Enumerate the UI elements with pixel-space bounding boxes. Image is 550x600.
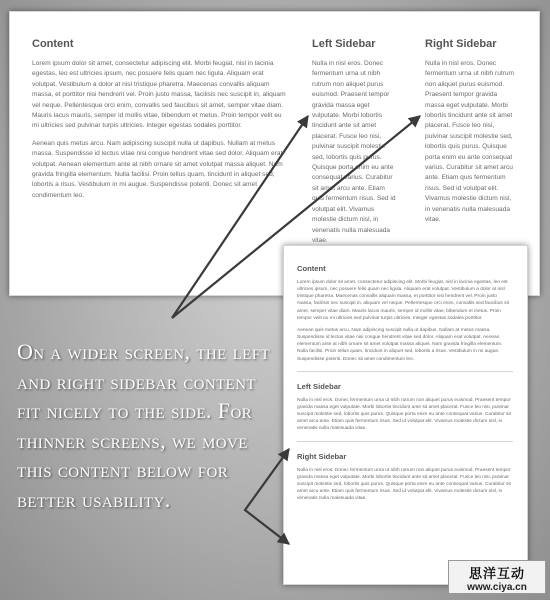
- watermark-logo: [448, 560, 546, 594]
- narrow-content-paragraph-2: Aenean quis metus arcu. Nam adipiscing suscipit nulla ut dapibus. Nullam at metus massa. Suspendisse id lectus vitae nisi congue hendrerit vitae sed dolor. Aliquam erat volutpat. Aenean elementum ante at nibh ornare sit amet volutpat massa aliquet. Nam gravida fringilla elementum. Nulla facilisi. Proin tellus quam, tincidunt in aliquet sed, lobortis a risus. Vestibulum in mi augue. Suspendisse potenti. Donec sit amet condimentum leo.: [297, 327, 503, 362]
- arrow-to-wide-left-sidebar: [172, 116, 420, 318]
- narrow-left-sidebar-title: Left Sidebar: [297, 381, 341, 391]
- wide-content-paragraph-1: Lorem ipsum dolor sit amet, consectetur adipiscing elit. Morbi feugiat, nisl in lacinia egestas, leo est ultricies ipsum, nec posuere felis quam nec ligula. Aliquam erat volutpat. Vestibulum a dolor at nisl tristique pharetra. Maecenas convallis aliquam massa, et porttitor nisi hendrerit vel. Proin justo massa, facilisis nec suscipit in, aliquam vel neque. Pellentesque orci enim, convallis sed faucibus sit amet, semper vitae diam. Mauris lacus mauris, semper id mollis vitae, bibendum et metus. Proin tempor velit eu mi ultricies sed pulvinar turpis ultricies. Integer egestas sodales porttitor.: [32, 60, 286, 130]
- narrow-content-paragraph-1: Lorem ipsum dolor sit amet, consectetur adipiscing elit. Morbi feugiat, nisl in lacinia egestas, leo est ultricies ipsum, nec posuere felis quam nec ligula. Aliquam erat volutpat. Vestibulum a dolor at nisl tristique pharetra. Maecenas convallis aliquam massa, et porttitor nisi hendrerit vel. Proin justo massa, facilisis nec suscipit in, aliquam vel neque. Pellentesque orci enim, convallis sed faucibus sit amet, semper vitae diam. Mauris lacus mauris, semper id mollis vitae, bibendum et metus. Proin tempor velit eu mi ultricies sed pulvinar turpis ultricies. Integer egestas sodales porttitor.: [297, 280, 509, 321]
- wide-right-sidebar-title: Right Sidebar: [425, 38, 497, 50]
- wide-content-title: Content: [32, 38, 74, 50]
- wide-left-sidebar-title: Left Sidebar: [312, 38, 376, 50]
- wide-left-sidebar-text: Nulla in nisl eros. Donec fermentum urna ut nibh rutrum non aliquet purus euismod. Praesent tempor gravida massa eget vulputate. Morbi lobortis tincidunt ante sit amet placerat. Fusce leo nisi, pulvinar suscipit molestie sed, lobortis quis purus. Quisque porta enim eu ante consequat varius. Curabitur sit amet arcu ante. Etiam quis fermentum risus. Sed id volutpat elit. Vivamus molestie dictum nisl, in venenatis nulla malesuada vitae.: [312, 60, 396, 244]
- watermark-url: www.ciya.cn: [467, 582, 527, 593]
- narrow-right-sidebar-title: Right Sidebar: [297, 451, 347, 461]
- wide-content-paragraph-2: Aenean quis metus arcu. Nam adipiscing suscipit nulla ut dapibus. Nullam at metus massa. Suspendisse id lectus vitae nisi congue hendrerit vitae sed dolor. Aliquam erat volutpat. Aenean elementum ante at nibh ornare sit amet volutpat massa aliquet. Nam gravida fringilla elementum. Nulla facilisi. Proin tellus quam, tincidunt in aliquet sed, lobortis a risus. Vestibulum in mi augue. Suspendisse potenti. Donec sit amet condimentum leo.: [32, 139, 283, 199]
- narrow-right-sidebar-text: Nulla in nisl eros. Donec fermentum urna ut nibh rutrum non aliquet purus euismod. Praesent tempor gravida massa eget vulputate. Morbi lobortis tincidunt ante sit amet placerat. Fusce leo nisi, pulvinar suscipit molestie sed, lobortis quis purus. Quisque porta enim eu ante consequat varius. Curabitur sit amet arcu ante. Etiam quis fermentum risus. Sed id volutpat elit. Vivamus molestie dictum nisl, in venenatis nulla malesuada vitae.: [297, 467, 511, 502]
- explanation-caption: On a wider screen, the left and right sidebar content fit nicely to the side. For thinner screens, we move this content below for better usability.: [17, 339, 271, 512]
- narrow-left-sidebar-text: Nulla in nisl eros. Donec fermentum urna ut nibh rutrum non aliquet purus euismod. Praesent tempor gravida massa eget vulputate. Morbi lobortis tincidunt ante sit amet placerat. Fusce leo nisi, pulvinar suscipit molestie sed, lobortis quis purus. Quisque porta enim eu ante consequat varius. Curabitur sit amet arcu ante. Etiam quis fermentum risus. Sed id volutpat elit. Vivamus molestie dictum nisl, in venenatis nulla malesuada vitae.: [297, 397, 511, 432]
- watermark-chinese-text: 思洋互动: [468, 566, 525, 581]
- wide-right-sidebar-text: Nulla in nisl eros. Donec fermentum urna ut nibh rutrum non aliquet purus euismod. Praesent tempor gravida massa eget vulputate. Morbi lobortis tincidunt ante sit amet placerat. Fusce leo nisi, pulvinar suscipit molestie sed, lobortis quis purus. Quisque porta enim eu ante consequat varius. Curabitur sit amet arcu ante. Etiam quis fermentum risus. Sed id volutpat elit. Vivamus molestie dictum nisl, in venenatis nulla malesuada vitae.: [425, 60, 515, 224]
- narrow-content-title: Content: [297, 264, 326, 273]
